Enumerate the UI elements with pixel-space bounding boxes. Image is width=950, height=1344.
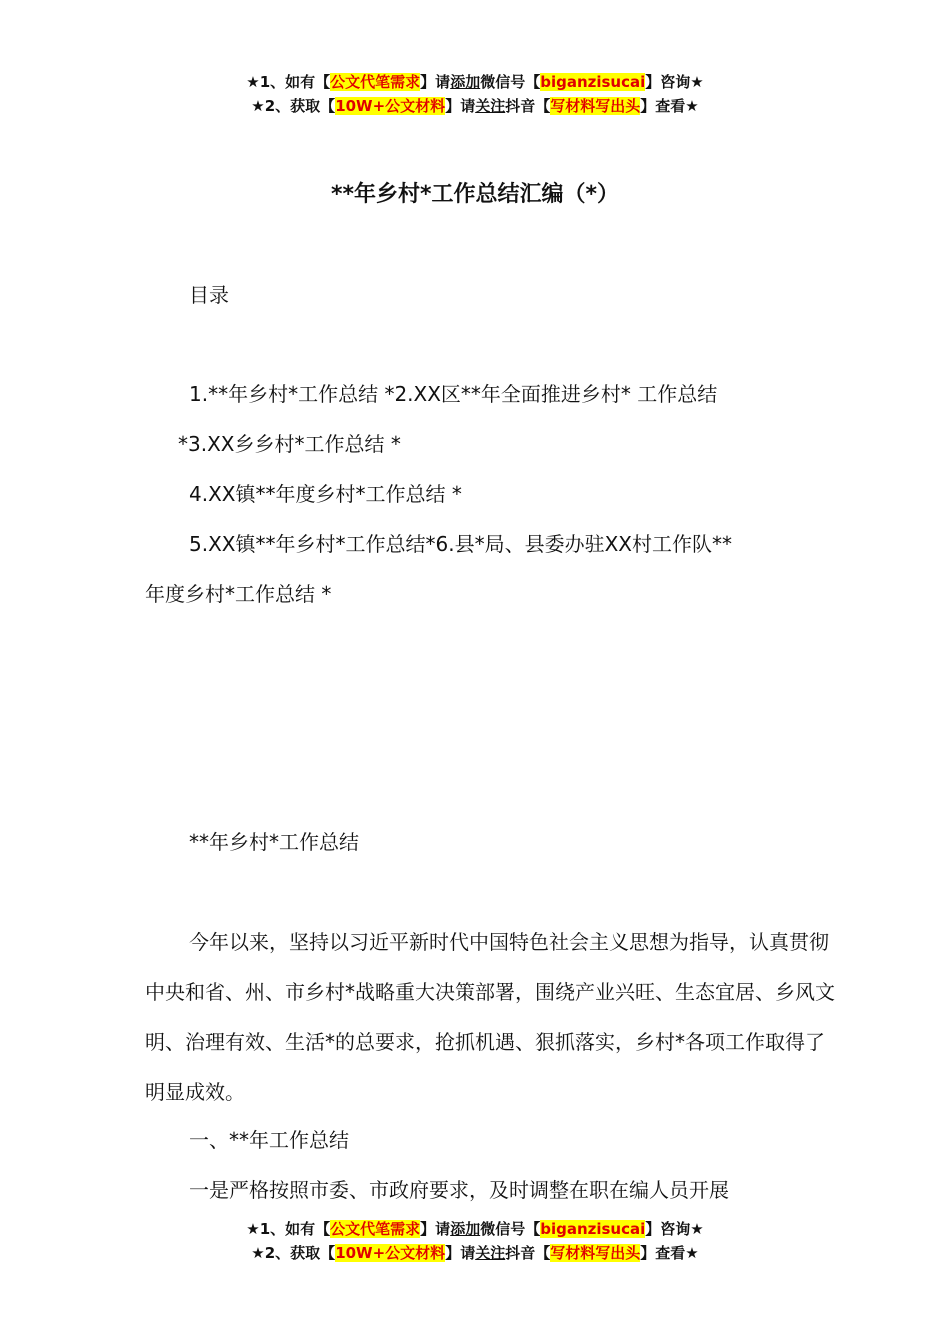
toc-line: *3.XX乡乡村*工作总结 * — [178, 432, 401, 456]
toc-line: 1.**年乡村*工作总结 *2.XX区**年全面推进乡村* 工作总结 — [189, 382, 718, 406]
promo-banner-bottom — [0, 1217, 950, 1265]
section-title: **年乡村*工作总结 — [189, 830, 359, 854]
toc-line: 5.XX镇**年乡村*工作总结*6.县*局、县委办驻XX村工作队** — [189, 532, 732, 556]
toc-line: 年度乡村*工作总结 * — [145, 582, 332, 606]
highlight-text: 公文代笔需求 — [330, 1220, 421, 1238]
highlight-text: 10W+公文材料 — [335, 1244, 446, 1262]
underlined-text: 关注 — [475, 97, 506, 115]
toc-heading: 目录 — [189, 283, 229, 307]
document-title: **年乡村*工作总结汇编（*） — [330, 182, 620, 207]
promo-banner-top — [0, 70, 950, 118]
promo-line-1: ★1、如有【公文代笔需求】请添加微信号【biganzisucai】咨询★ — [246, 1220, 704, 1238]
highlight-douyin-name: 写材料写出头 — [550, 1244, 641, 1262]
body-paragraph: 一是严格按照市委、市政府要求，及时调整在职在编人员开展 — [189, 1178, 729, 1202]
promo-line-2: ★2、获取【10W+公文材料】请关注抖音【写材料写出头】查看★ — [251, 1244, 699, 1262]
underlined-text: 添加 — [450, 73, 481, 91]
section-heading: 一、**年工作总结 — [189, 1128, 349, 1152]
highlight-text: 10W+公文材料 — [335, 97, 446, 115]
highlight-wechat-id: biganzisucai — [540, 1220, 646, 1238]
highlight-wechat-id: biganzisucai — [540, 73, 646, 91]
promo-line-2: ★2、获取【10W+公文材料】请关注抖音【写材料写出头】查看★ — [251, 97, 699, 115]
underlined-text: 添加 — [450, 1220, 481, 1238]
highlight-douyin-name: 写材料写出头 — [550, 97, 641, 115]
underlined-text: 关注 — [475, 1244, 506, 1262]
toc-line: 4.XX镇**年度乡村*工作总结 * — [189, 482, 462, 506]
highlight-text: 公文代笔需求 — [330, 73, 421, 91]
promo-line-1: ★1、如有【公文代笔需求】请添加微信号【biganzisucai】咨询★ — [246, 73, 704, 91]
intro-paragraph: 今年以来，坚持以习近平新时代中国特色社会主义思想为指导，认真贯彻中央和省、州、市乡村*战略重大决策部署，围绕产业兴旺、生态宜居、乡风文明、治理有效、生活*的总要求，抢抓机遇、狠抓落实，乡村*各项工作取得了明显成效。 — [145, 930, 835, 1104]
